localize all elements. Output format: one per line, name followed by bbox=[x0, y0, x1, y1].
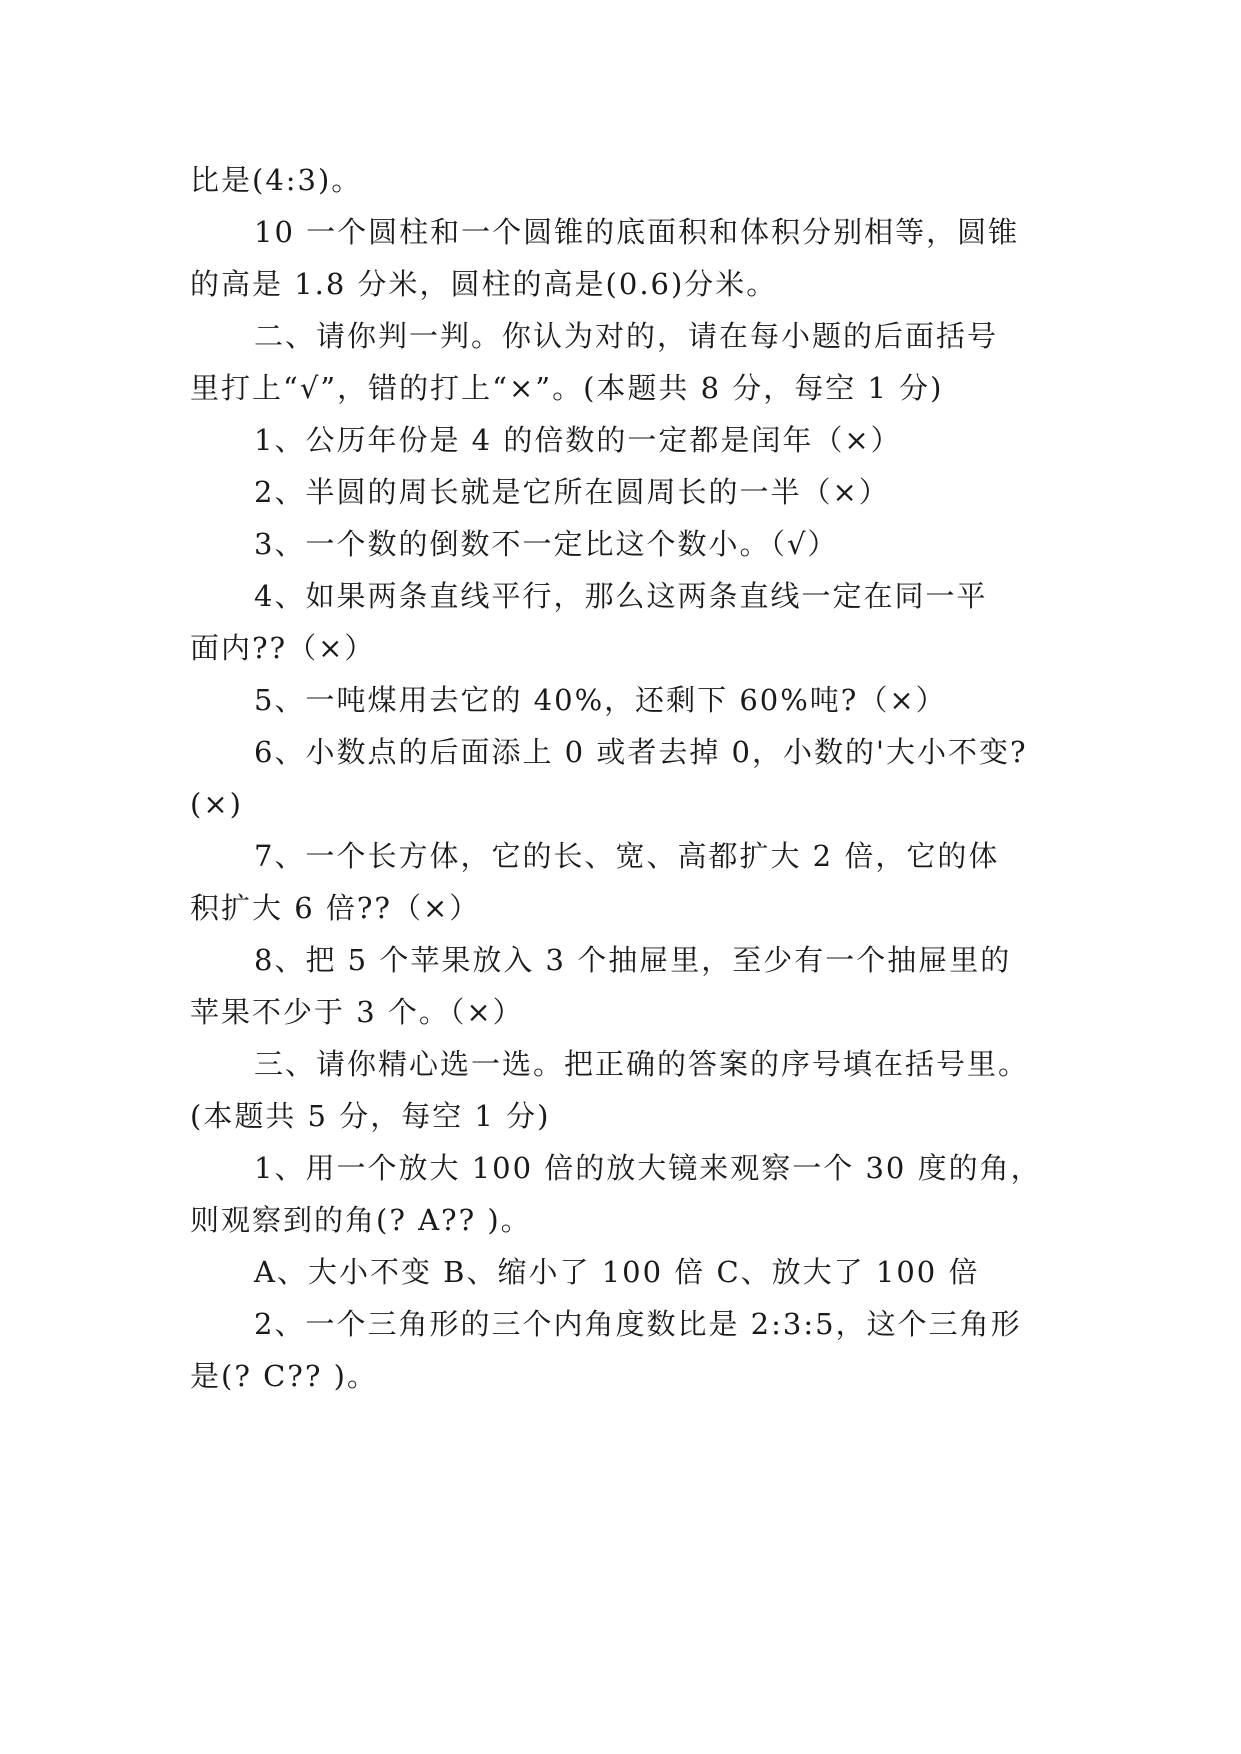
text-line: 则观察到的角(? A?? )。 bbox=[190, 1203, 532, 1237]
answer-options: A、大小不变 B、缩小了 100 倍 C、放大了 100 倍 bbox=[254, 1255, 980, 1289]
question-item: 2、一个三角形的三个内角度数比是 2:3:5，这个三角形 bbox=[254, 1307, 1022, 1341]
question-item: 1、用一个放大 100 倍的放大镜来观察一个 30 度的角， bbox=[254, 1151, 1042, 1185]
text-line: 是(? C?? )。 bbox=[190, 1359, 378, 1393]
text-line: 积扩大 6 倍??（×） bbox=[190, 891, 481, 925]
section-heading: 二、请你判一判。你认为对的，请在每小题的后面括号 bbox=[254, 319, 999, 353]
text-line: 苹果不少于 3 个。（×） bbox=[190, 995, 524, 1029]
question-item: 7、一个长方体，它的长、宽、高都扩大 2 倍，它的体 bbox=[254, 839, 1000, 873]
text-line: 比是(4:3)。 bbox=[190, 163, 363, 197]
question-item: 3、一个数的倒数不一定比这个数小。（√） bbox=[254, 527, 839, 561]
section-heading: 三、请你精心选一选。把正确的答案的序号填在括号里。 bbox=[254, 1047, 1030, 1081]
question-item: 5、一吨煤用去它的 40%，还剩下 60%吨?（×） bbox=[254, 683, 947, 717]
question-item: 1、公历年份是 4 的倍数的一定都是闰年（×） bbox=[254, 423, 902, 457]
text-line: 面内??（×） bbox=[190, 631, 376, 665]
text-line: (本题共 5 分，每空 1 分) bbox=[190, 1099, 551, 1133]
question-item: 8、把 5 个苹果放入 3 个抽屉里，至少有一个抽屉里的 bbox=[254, 943, 1012, 977]
text-line: 里打上“√”，错的打上“×”。(本题共 8 分，每空 1 分) bbox=[190, 371, 944, 405]
text-line: 10 一个圆柱和一个圆锥的底面积和体积分别相等，圆锥 bbox=[254, 215, 1020, 249]
text-line: (×) bbox=[190, 787, 243, 821]
question-item: 4、如果两条直线平行，那么这两条直线一定在同一平 bbox=[254, 579, 988, 613]
text-line: 的高是 1.8 分米，圆柱的高是(0.6)分米。 bbox=[190, 267, 778, 301]
question-item: 6、小数点的后面添上 0 或者去掉 0，小数的'大小不变? bbox=[254, 735, 1028, 769]
question-item: 2、半圆的周长就是它所在圆周长的一半（×） bbox=[254, 475, 890, 509]
